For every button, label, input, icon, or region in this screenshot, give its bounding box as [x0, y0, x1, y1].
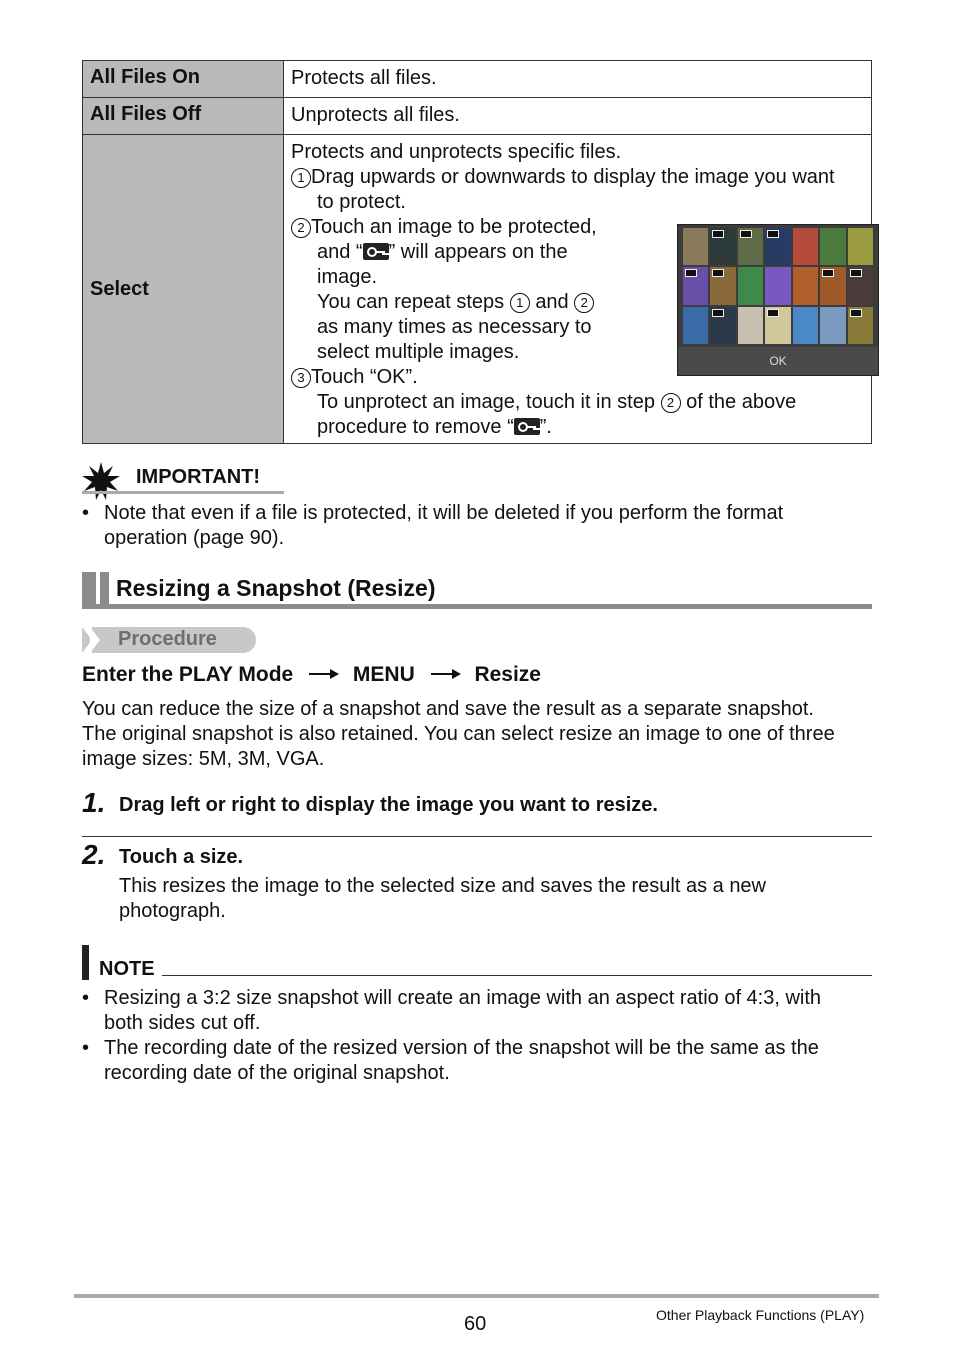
bullet-text: Resizing a 3:2 size snapshot will create an image with an aspect ratio of 4:3, with	[104, 987, 822, 1009]
step-2-cont: select multiple images.	[317, 341, 520, 363]
step-2-cont: as many times as necessary to	[317, 316, 592, 338]
procedure-label: Procedure	[118, 628, 217, 650]
section-underline	[82, 604, 872, 609]
thumbnail	[738, 307, 763, 344]
protect-key-icon	[712, 309, 724, 317]
protect-key-icon	[712, 269, 724, 277]
option-name: All Files Off	[83, 98, 284, 135]
thumbnail	[683, 307, 708, 344]
step-2-line: This resizes the image to the selected size and saves the result as a new	[119, 875, 767, 897]
note-rule	[162, 975, 872, 976]
page-number: 60	[464, 1313, 487, 1335]
path-step: MENU	[352, 663, 415, 686]
important-bullet	[82, 501, 784, 551]
section-title: Resizing a Snapshot (Resize)	[116, 575, 436, 601]
menu-path	[82, 663, 541, 687]
note-bullet	[82, 1036, 819, 1086]
thumbnail	[710, 307, 735, 344]
protect-key-icon	[850, 309, 862, 317]
protect-key-icon	[685, 269, 697, 277]
step-divider	[82, 836, 872, 837]
protect-key-icon	[767, 230, 779, 238]
step-3-text: Touch “OK”.	[311, 366, 418, 388]
thumbnail	[820, 228, 845, 265]
thumbnail	[765, 267, 790, 304]
thumbnail	[683, 228, 708, 265]
step-line	[317, 390, 796, 415]
thumbnail	[710, 267, 735, 304]
thumbnail	[683, 267, 708, 304]
step-line	[291, 165, 835, 190]
intro-line: You can reduce the size of a snapshot and save the result as a separate snapshot.	[82, 698, 814, 720]
footer-rule	[74, 1294, 879, 1298]
camera-screen-illustration	[677, 224, 879, 376]
protect-key-icon	[514, 418, 540, 435]
bullet-text: The recording date of the resized version of the snapshot will be the same as the	[104, 1037, 819, 1059]
bullet-text: operation (page 90).	[104, 527, 285, 549]
bullet-text: recording date of the original snapshot.	[104, 1062, 450, 1084]
step-1-text: Drag upwards or downwards to display the image you want	[311, 166, 835, 188]
select-intro: Protects and unprotects specific files.	[291, 141, 622, 163]
step-line	[291, 365, 418, 390]
unprotect-text: procedure to remove “	[317, 416, 514, 438]
intro-line: image sizes: 5M, 3M, VGA.	[82, 748, 325, 770]
intro-line: The original snapshot is also retained. You can select resize an image to one of three	[82, 723, 835, 745]
step-line	[317, 290, 594, 315]
step-line	[291, 215, 597, 240]
thumbnail	[793, 228, 818, 265]
thumbnail	[820, 267, 845, 304]
important-title: IMPORTANT!	[136, 466, 261, 488]
bullet-text: Note that even if a file is protected, it will be deleted if you perform the format	[104, 502, 784, 524]
protect-options-table	[82, 60, 872, 444]
option-name: Select	[83, 135, 284, 444]
step-1-title: Drag left or right to display the image you want to resize.	[119, 794, 658, 816]
protect-key-icon	[740, 230, 752, 238]
option-description	[284, 135, 872, 444]
note-marker	[82, 945, 89, 980]
step-2-title: Touch a size.	[119, 846, 244, 868]
thumbnail	[848, 228, 873, 265]
arrow-right-icon	[309, 673, 337, 675]
bullet-dot: •	[82, 1037, 90, 1059]
thumbnail	[738, 267, 763, 304]
unprotect-text: of the above	[686, 391, 797, 413]
bullet-dot: •	[82, 502, 90, 524]
step-1-number: 1.	[82, 787, 106, 818]
unprotect-text: To unprotect an image, touch it in step	[317, 391, 655, 413]
table-row	[83, 61, 872, 98]
option-description: Protects all files.	[284, 61, 872, 98]
note-bullet	[82, 986, 822, 1036]
step-1-cont: to protect.	[317, 191, 406, 213]
thumbnail	[710, 228, 735, 265]
unprotect-text: ”.	[539, 416, 552, 438]
step-number-1: 1	[291, 168, 311, 188]
bullet-text: both sides cut off.	[104, 1012, 261, 1034]
step-2-text: and	[535, 291, 569, 313]
step-number-3: 3	[291, 368, 311, 388]
path-step: Enter the PLAY Mode	[82, 663, 294, 686]
procedure-chevron	[90, 627, 100, 653]
thumbnail-grid	[683, 228, 873, 344]
table-row	[83, 98, 872, 135]
intro-paragraph	[82, 697, 874, 772]
step-line	[317, 240, 568, 265]
step-ref-2: 2	[574, 293, 594, 313]
step-line	[317, 415, 552, 440]
section-marker	[82, 572, 96, 608]
note-title: NOTE	[99, 958, 155, 980]
path-step: Resize	[474, 663, 541, 686]
thumbnail	[765, 228, 790, 265]
protect-key-icon	[850, 269, 862, 277]
thumbnail	[793, 267, 818, 304]
thumbnail	[765, 307, 790, 344]
protect-key-icon	[363, 243, 389, 260]
step-number-2: 2	[291, 218, 311, 238]
thumbnail	[820, 307, 845, 344]
thumbnail	[848, 307, 873, 344]
thumbnail	[738, 228, 763, 265]
ok-button: OK	[678, 347, 878, 375]
arrow-right-icon	[431, 673, 459, 675]
step-2-text: You can repeat steps	[317, 291, 505, 313]
step-2-line: photograph.	[119, 900, 226, 922]
step-2-text: Touch an image to be protected,	[311, 216, 597, 238]
important-starburst-icon	[82, 462, 120, 500]
bullet-dot: •	[82, 987, 90, 1009]
step-2-text: and “	[317, 241, 363, 263]
step-2-body	[119, 874, 879, 924]
section-marker	[100, 572, 109, 608]
step-2-text: ” will appears on the	[388, 241, 568, 263]
footer-section-title: Other Playback Functions (PLAY)	[656, 1307, 865, 1323]
protect-key-icon	[822, 269, 834, 277]
step-2-number: 2.	[82, 839, 106, 870]
step-2-cont: image.	[317, 266, 378, 288]
table-row	[83, 135, 872, 444]
thumbnail	[848, 267, 873, 304]
step-ref-2: 2	[661, 393, 681, 413]
protect-key-icon	[712, 230, 724, 238]
option-name: All Files On	[83, 61, 284, 98]
option-description: Unprotects all files.	[284, 98, 872, 135]
important-underline	[82, 491, 284, 494]
protect-key-icon	[767, 309, 779, 317]
step-ref-1: 1	[510, 293, 530, 313]
thumbnail	[793, 307, 818, 344]
